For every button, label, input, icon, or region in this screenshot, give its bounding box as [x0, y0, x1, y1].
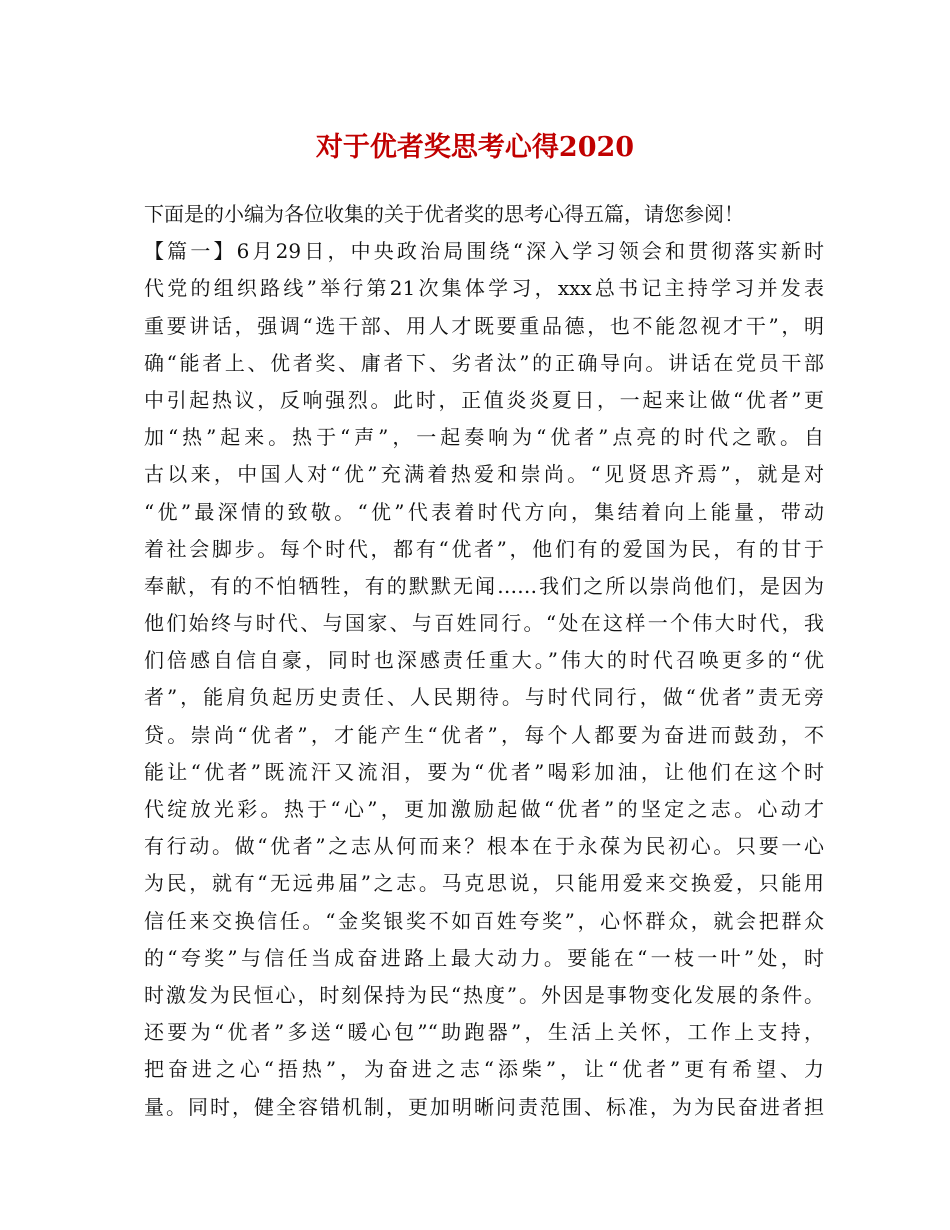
text-line: 还要为“优者”多送“暖心包”“助跑器”，生活上关怀，工作上支持， — [144, 1020, 824, 1045]
text-line: 贷。崇尚“优者”，才能产生“优者”，每个人都要为奋进而鼓劲，不 — [144, 722, 824, 747]
document-body — [144, 196, 824, 1126]
text-line: 代党的组织路线”举行第21次集体学习，xxx总书记主持学习并发表 — [144, 276, 824, 301]
text-line: 加“热”起来。热于“声”，一起奏响为“优者”点亮的时代之歌。自 — [144, 425, 824, 450]
text-line: “优”最深情的致敬。“优”代表着时代方向，集结着向上能量，带动 — [144, 499, 824, 524]
text-line: 的“夸奖”与信任当成奋进路上最大动力。要能在“一枝一叶”处，时 — [144, 945, 824, 970]
text-line: 量。同时，健全容错机制，更加明晰问责范围、标准，为为民奋进者担 — [144, 1094, 824, 1119]
text-line: 为民，就有“无远弗届”之志。马克思说，只能用爱来交换爱，只能用 — [144, 871, 824, 896]
text-line: 着社会脚步。每个时代，都有“优者”，他们有的爱国为民，有的甘于 — [144, 536, 824, 561]
text-line: 们倍感自信自豪，同时也深感责任重大。”伟大的时代召唤更多的“优 — [144, 648, 824, 673]
text-line: 代绽放光彩。热于“心”，更加激励起做“优者”的坚定之志。心动才 — [144, 797, 824, 821]
text-line: 【篇一】6月29日，中央政治局围绕“深入学习领会和贯彻落实新时 — [144, 239, 824, 264]
text-line: 信任来交换信任。“金奖银奖不如百姓夸奖”，心怀群众，就会把群众 — [144, 908, 824, 933]
text-line: 能让“优者”既流汗又流泪，要为“优者”喝彩加油，让他们在这个时 — [144, 759, 824, 784]
text-line: 他们始终与时代、与国家、与百姓同行。“处在这样一个伟大时代，我 — [144, 611, 824, 636]
text-line: 奉献，有的不怕牺牲，有的默默无闻……我们之所以崇尚他们，是因为 — [144, 573, 824, 598]
text-line: 古以来，中国人对“优”充满着热爱和崇尚。“见贤思齐焉”，就是对 — [144, 462, 824, 487]
document-title: 对于优者奖思考心得2020 — [315, 132, 635, 163]
text-line: 把奋进之心“捂热”，为奋进之志“添柴”，让“优者”更有希望、力 — [144, 1057, 824, 1082]
text-line: 有行动。做“优者”之志从何而来？根本在于永葆为民初心。只要一心 — [144, 834, 824, 859]
text-line: 者”，能肩负起历史责任、人民期待。与时代同行，做“优者”责无旁 — [144, 685, 824, 710]
text-line: 时激发为民恒心，时刻保持为民“热度”。外因是事物变化发展的条件。 — [144, 982, 824, 1007]
text-line: 中引起热议，反响强烈。此时，正值炎炎夏日，一起来让做“优者”更 — [144, 387, 824, 412]
text-line: 下面是的小编为各位收集的关于优者奖的思考心得五篇，请您参阅！ — [144, 202, 744, 226]
text-line: 确“能者上、优者奖、庸者下、劣者汰”的正确导向。讲话在党员干部 — [144, 350, 824, 375]
text-line: 重要讲话，强调“选干部、用人才既要重品德，也不能忽视才干”，明 — [144, 313, 824, 338]
